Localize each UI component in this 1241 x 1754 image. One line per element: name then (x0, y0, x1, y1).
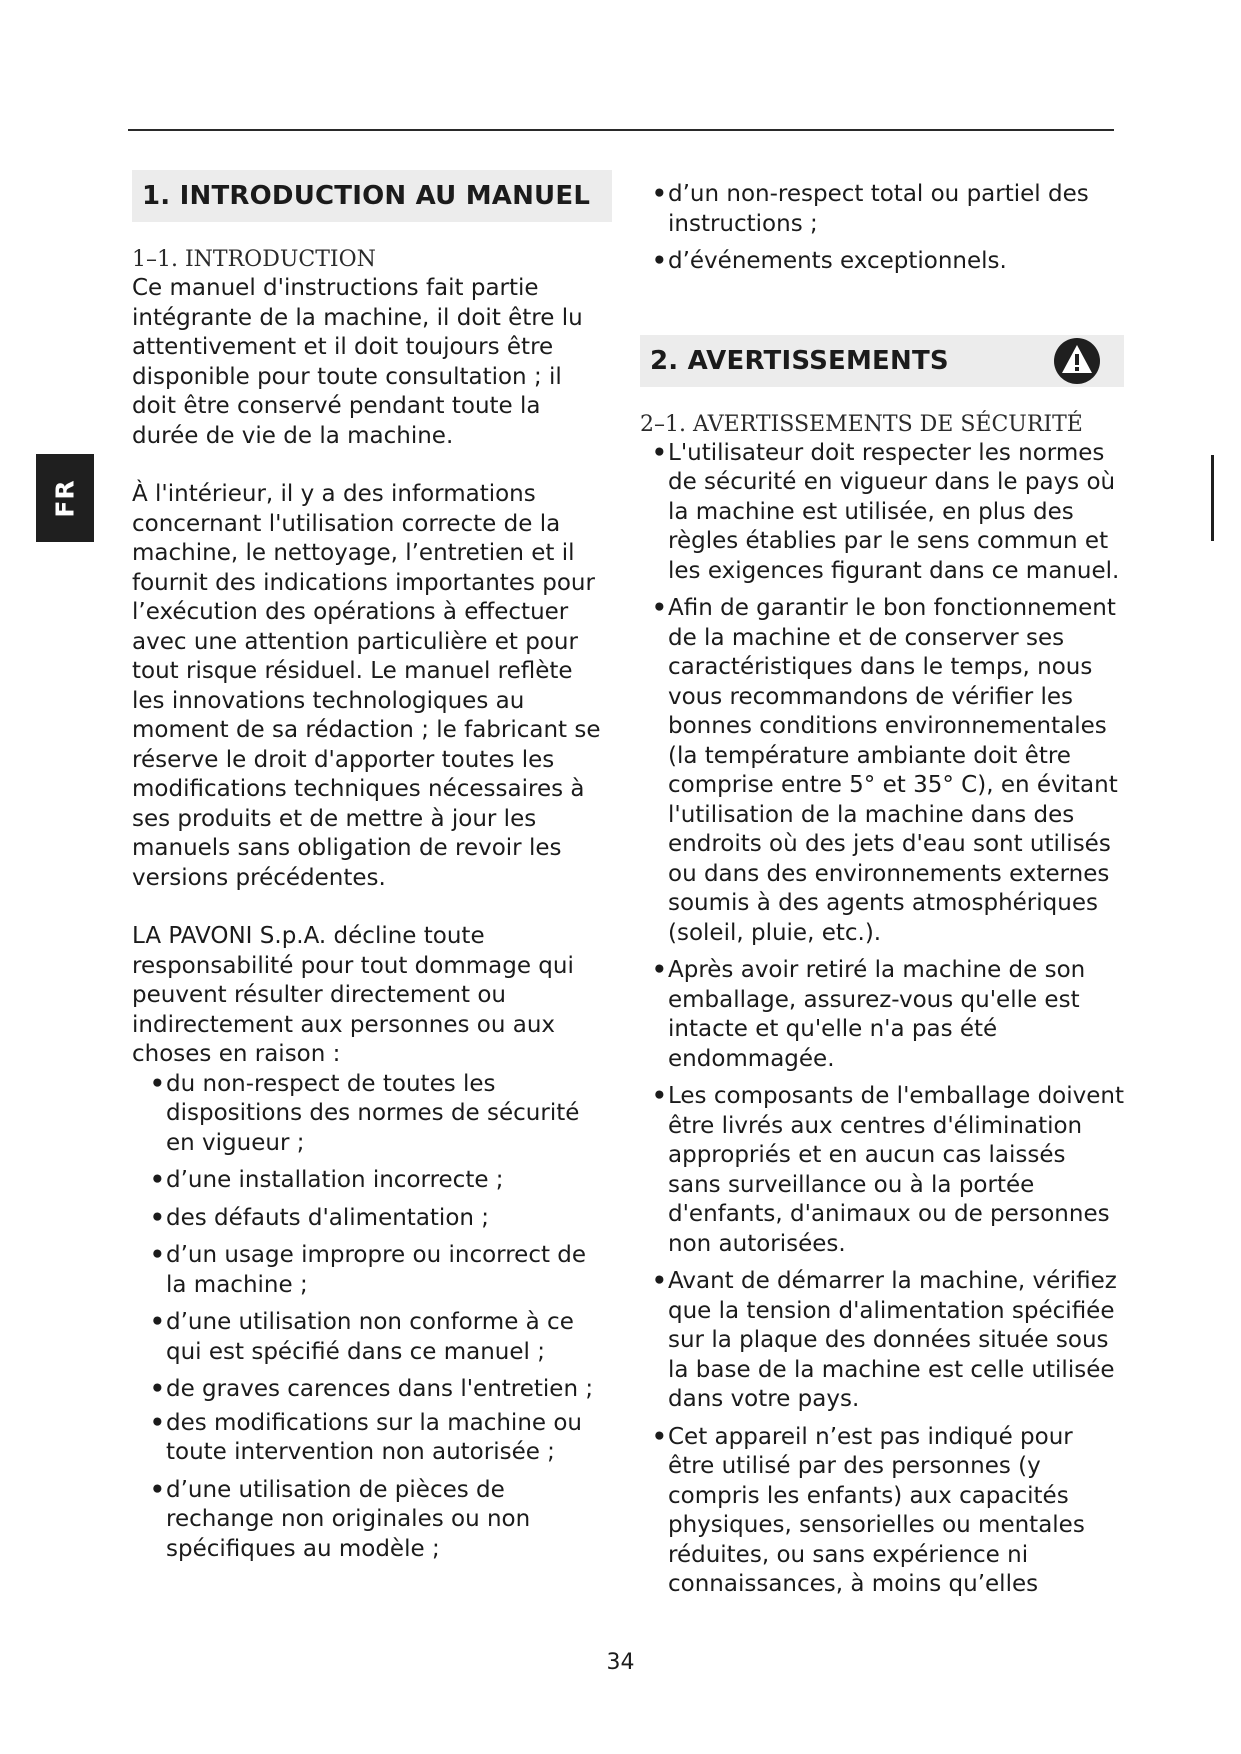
left-column (132, 170, 612, 1572)
list-item: • d’une utilisation non conforme à ce qui est spécifié dans ce manuel ; (150, 1308, 612, 1367)
liability-list (132, 1070, 612, 1565)
section-title: 1. INTRODUCTION AU MANUEL (142, 181, 591, 211)
warning-triangle-icon (1052, 336, 1102, 386)
section-header-introduction (132, 170, 612, 222)
list-item: • Avant de démarrer la machine, vérifiez que la tension d'alimentation spécifiée sur la plaque des données située sous la base de la machine est celle utilisée dans votre pays. (652, 1267, 1124, 1415)
list-item: • d’une installation incorrecte ; (150, 1166, 612, 1196)
header-rule (128, 129, 1114, 131)
list-item: • L'utilisateur doit respecter les normes de sécurité en vigueur dans le pays où la machine est utilisée, en plus des règles établies par le sens commun et les exigences figurant dans ce manuel. (652, 439, 1124, 587)
list-item: • Après avoir retiré la machine de son emballage, assurez-vous qu'elle est intacte et qu'elle n'a pas été endommagée. (652, 956, 1124, 1074)
list-item: • d’un non-respect total ou partiel des instructions ; (652, 180, 1124, 239)
language-tab (36, 454, 94, 542)
list-item: • d’une utilisation de pièces de rechange non originales ou non spécifiques au modèle ; (150, 1476, 612, 1565)
section-header-warnings (640, 335, 1124, 387)
list-item: • d’événements exceptionnels. (652, 247, 1124, 277)
list-item: • d’un usage impropre ou incorrect de la machine ; (150, 1241, 612, 1300)
list-item: • du non-respect de toutes les dispositions des normes de sécurité en vigueur ; (150, 1070, 612, 1159)
paragraph: Ce manuel d'instructions fait partie intégrante de la machine, il doit être lu attentivement et il doit toujours être disponible pour toute consultation ; il doit être conservé pendant toute la durée de vie de la machine. (132, 275, 583, 449)
safety-warnings-list (640, 439, 1124, 1600)
subsection-title: 2–1. AVERTISSEMENTS DE SÉCURITÉ (640, 411, 1083, 437)
language-tab-label: FR (50, 478, 80, 518)
section-title: 2. AVERTISSEMENTS (650, 345, 949, 376)
subsection-title: 1–1. INTRODUCTION (132, 247, 376, 272)
list-item: • des modifications sur la machine ou toute intervention non autorisée ; (150, 1409, 612, 1468)
paragraph: À l'intérieur, il y a des informations concernant l'utilisation correcte de la machine, le nettoyage, l’entretien et il fournit des indications importantes pour l’exécution des opérations à effectuer avec une attention particulière et pour tout risque résiduel. Le manuel reflète les innovations technologiques au moment de sa rédaction ; le fabricant se réserve le droit d'apporter toutes les modifications techniques nécessaires à ses produits et de mettre à jour les manuels sans obligation de revoir les versions précédentes. (132, 481, 601, 891)
list-item: • Cet appareil n’est pas indiqué pour être utilisé par des personnes (y compris les enfants) aux capacités physiques, sensorielles ou mentales réduites, ou sans expérience ni connaissances, à moins qu’elles (652, 1423, 1124, 1600)
page-number: 34 (606, 1650, 635, 1675)
list-item: • Afin de garantir le bon fonctionnement de la machine et de conserver ses caractéristiques dans le temps, nous vous recommandons de vérifier les bonnes conditions environnementales (la température ambiante doit être comprise entre 5° et 35° C), en évitant l'utilisation de la machine dans des endroits où des jets d'eau sont utilisés ou dans des environnements externes soumis à des agents atmosphériques (soleil, pluie, etc.). (652, 594, 1124, 948)
paragraph: LA PAVONI S.p.A. décline toute responsabilité pour tout dommage qui peuvent résulter directement ou indirectement aux personnes ou aux choses en raison : (132, 923, 574, 1067)
list-item: • de graves carences dans l'entretien ; (150, 1375, 612, 1405)
list-item: • des défauts d'alimentation ; (150, 1204, 612, 1234)
continued-liability-list (640, 180, 1124, 277)
list-item: • Les composants de l'emballage doivent être livrés aux centres d'élimination appropriés et en aucun cas laissés sans surveillance ou à la portée d'enfants, d'animaux ou de personnes non autorisées. (652, 1082, 1124, 1259)
right-column (640, 170, 1124, 1608)
side-marker (1211, 455, 1214, 541)
